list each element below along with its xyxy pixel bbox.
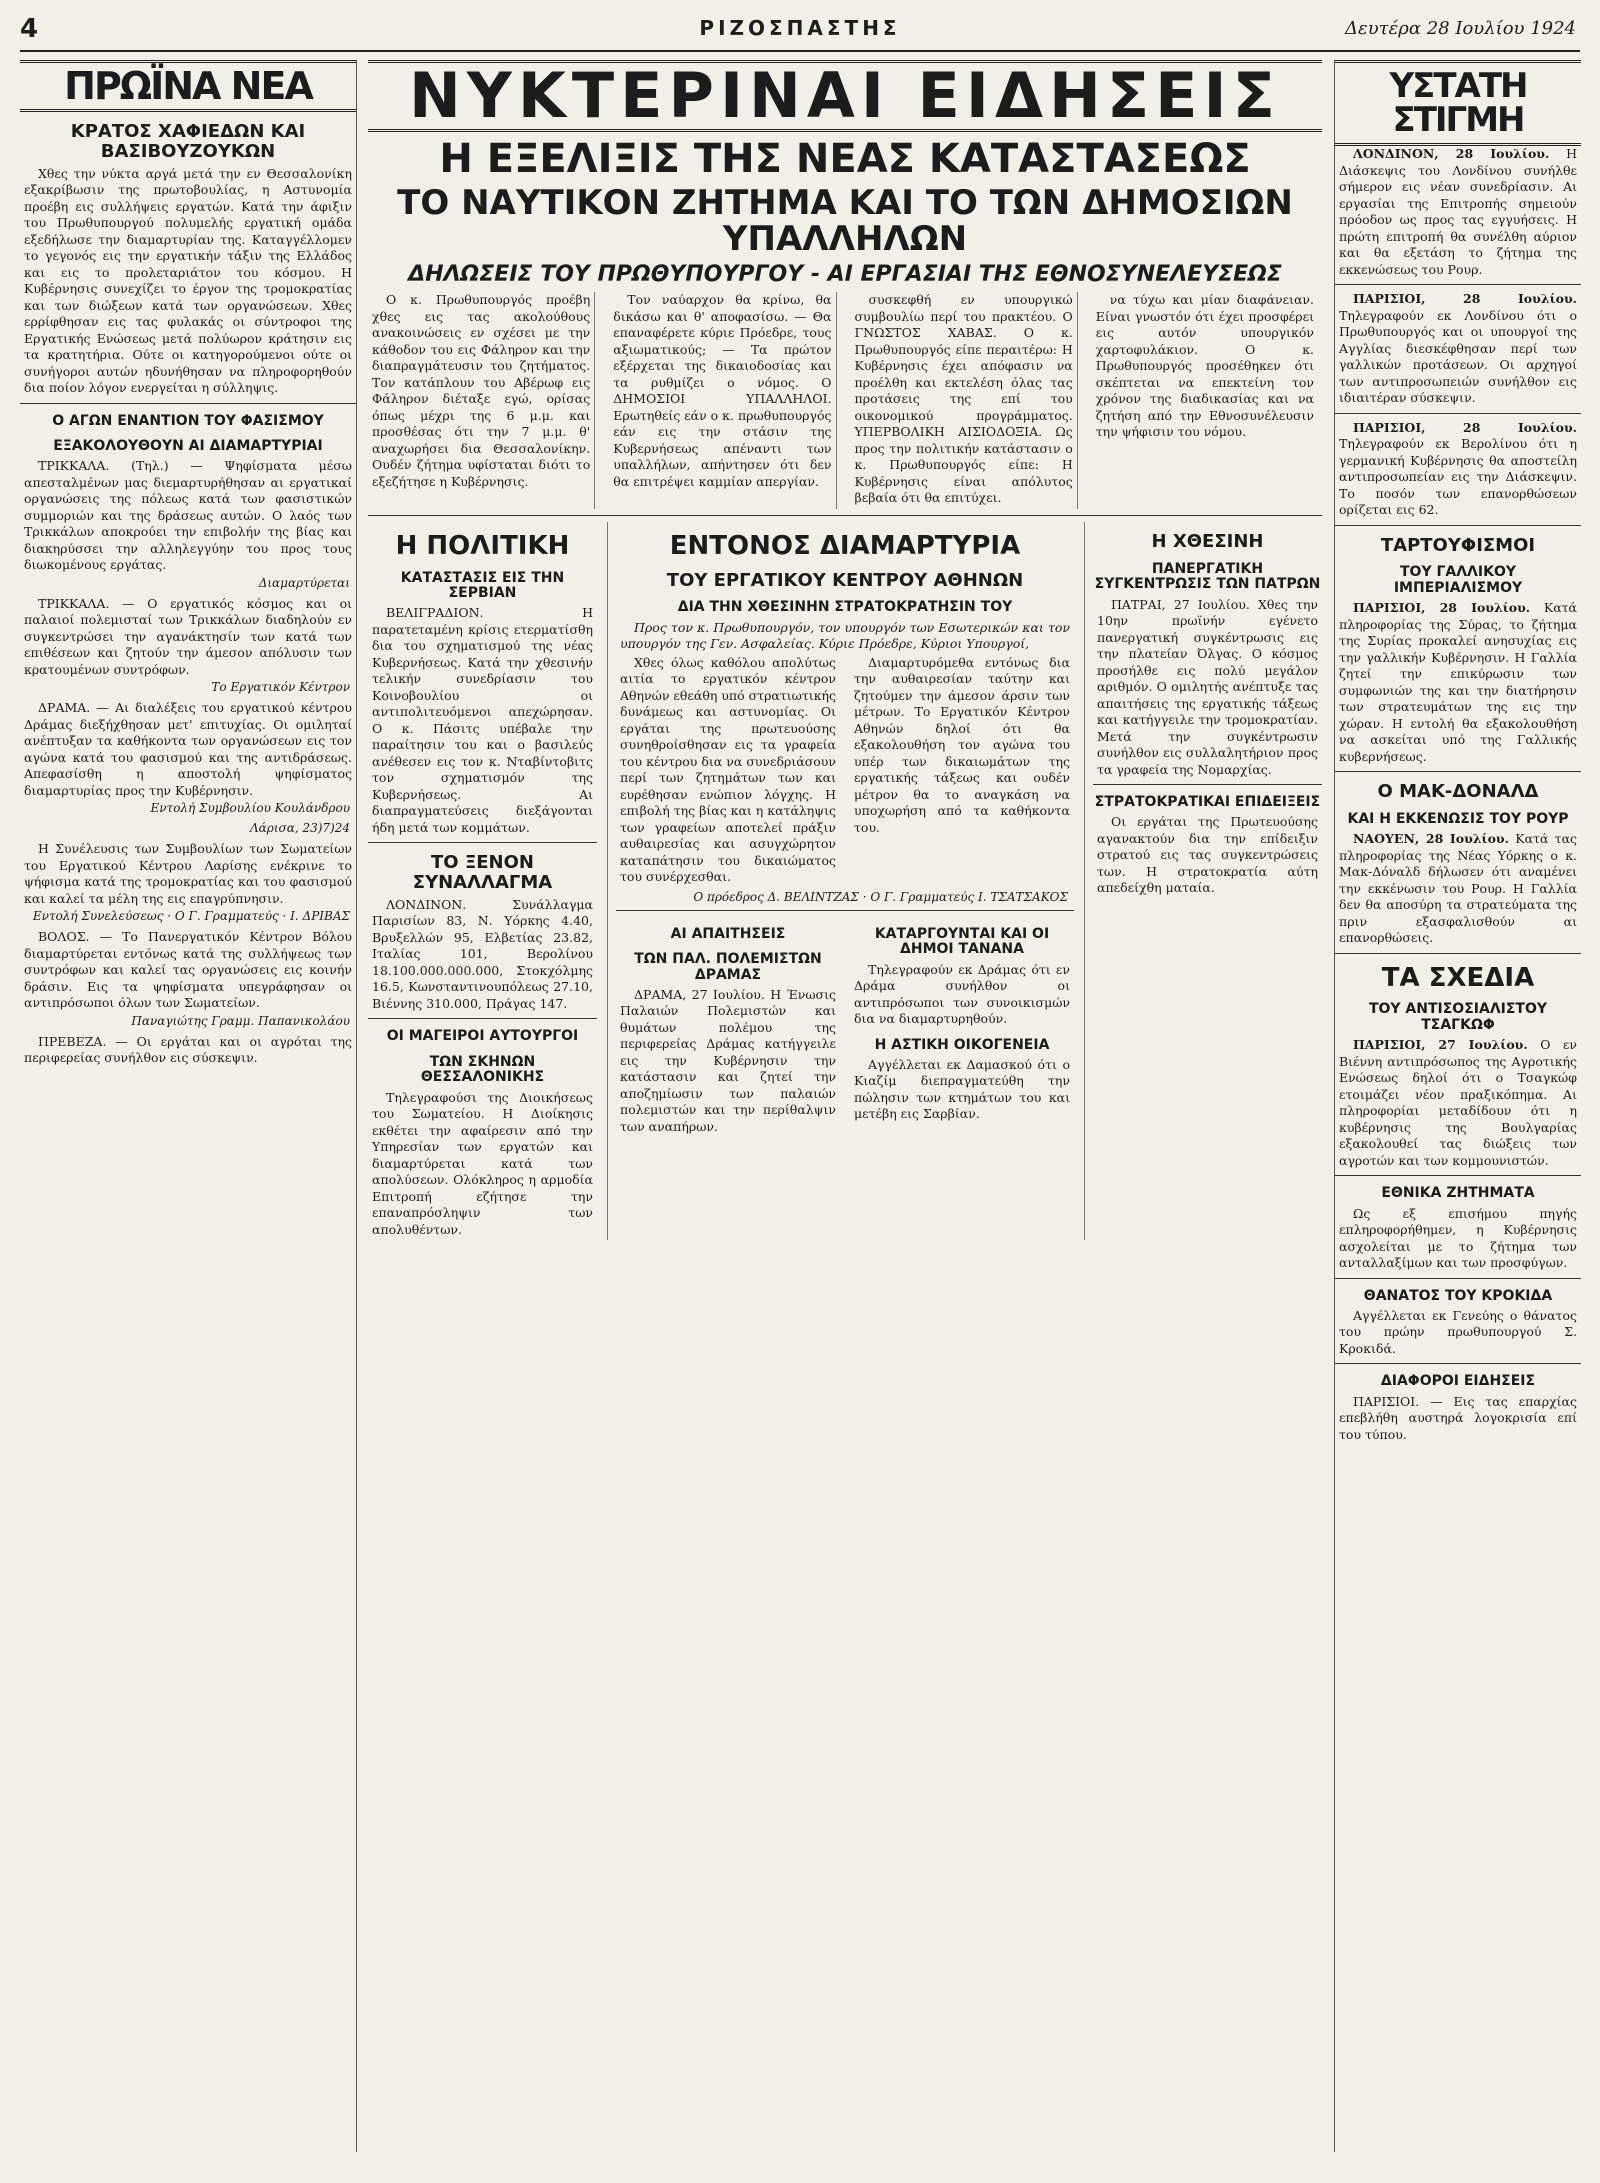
- article-text: Αγγέλλεται εκ Γενεύης ο θάνατος του πρώην πρωθυπουργού Σ. Κροκιδά.: [1339, 1307, 1577, 1356]
- article-heading: ΕΝΤΟΝΟΣ ΔΙΑΜΑΡΤΥΡΙΑ: [669, 530, 1021, 561]
- article-text: ΠΡΕΒΕΖΑ. — Οι εργάται και οι αγρόται της περιφερείας συνήλθον εις σύσκεψιν.: [24, 1033, 352, 1066]
- signature: Εντολή Συμβουλίου Κουλάνδρου: [150, 801, 350, 816]
- dateline: ΠΑΡΙΣΙΟΙ, 28 Ιουλίου.: [1353, 600, 1531, 616]
- article-text: Αγγέλλεται εκ Δαμασκού ότι ο Κιαζίμ διεπραγματεύθη την πώλησιν των κτημάτων του και μετέβη εις Σαρβίαν.: [854, 1056, 1070, 1122]
- article-text: Χθες όλως καθόλου απολύτως αιτία το εργατικόν κέντρον Αθηνών εθεάθη υπό στρατιωτικής δυνάμεως και αστυνομίας. Οι εργάται της πρωτευούσης συνηθροίσθησαν εις τα γραφεία του κέντρου δια να συνεδριάσουν περί των ζητημάτων των και ευρέθησαν ενώπιον λόγχης. Η επιβολή της βίας και η κατάληψις των γραφείων αποτελεί πράξιν αυθαιρεσίας και ασυγχώρητον καταπάτησιν του δικαιώματος του συνέρχεσθαι.: [620, 654, 836, 885]
- left-column: [20, 60, 357, 2152]
- article-text: ΠΑΡΙΣΙΟΙ, 28 Ιουλίου. Κατά πληροφορίας της Σύρας, το ζήτημα της Συρίας προκαλεί ανησυχίας εις την γαλλικήν Κυβέρνησιν. Η Γαλλία ζητεί την επικύρωσιν των συμφωνιών της και την διατήρησιν των στρατευμάτων της εις την χώραν. Η εντολή θα εξακολουθήση να ασκείται υπό της Γαλλικής κυβερνήσεως.: [1339, 600, 1577, 764]
- article-text: ΠΑΡΙΣΙΟΙ, 28 Ιουλίου. Τηλεγραφούν εκ Λονδίνου ότι ο Πρωθυπουργός και οι υπουργοί της Αγγλίας διεσκέφθησαν περί των γαλλικών προτάσεων. Οι αρχηγοί των αντιπροσωπειών συνήλθον εις ιδιαιτέραν σύσκεψιν.: [1339, 291, 1577, 405]
- article-heading: ΟΙ ΜΑΓΕΙΡΟΙ ΑΥΤΟΥΡΓΟΙ: [386, 1028, 579, 1045]
- article-text: να τύχω και μίαν διαφάνειαν. Είναι γνωστόν ότι έχει προσφέρει εις αυτόν υπουργικόν χαρτοφυλάκιον. Ο κ. Πρωθυπουργός προσέθηκεν ότι σκέπτεται να επεκτείνη τον χρόνον της διαδικασίας και να ζητήση από την Εθνοσυνέλευσιν την ψήφισιν του νόμου.: [1095, 292, 1314, 440]
- article-subheading: ΤΟΥ ΕΡΓΑΤΙΚΟΥ ΚΕΝΤΡΟΥ ΑΘΗΝΩΝ: [666, 569, 1024, 591]
- lead-story: [368, 292, 1322, 509]
- article-heading: ΤΑΡΤΟΥΦΙΣΜΟΙ: [1380, 534, 1536, 556]
- article-subheading: ΚΑΙ Η ΕΚΚΕΝΩΣΙΣ ΤΟΥ ΡΟΥΡ: [1347, 810, 1569, 827]
- article-text: Προς τον κ. Πρωθυπουργόν, τον υπουργόν των Εσωτερικών και τον υπουργόν της Γεν. Ασφαλείας. Κύριε Πρόεδρε, Κύριοι Υπουργοί,: [620, 619, 1070, 652]
- article-subheading: ΚΑΤΑΣΤΑΣΙΣ ΕΙΣ ΤΗΝ ΣΕΡΒΙΑΝ: [400, 569, 565, 601]
- article-heading: ΤΑ ΣΧΕΔΙΑ: [1381, 962, 1535, 993]
- article-heading: ΚΡΑΤΟΣ ΧΑΦΙΕΔΩΝ ΚΑΙ ΒΑΣΙΒΟΥΖΟΥΚΩΝ: [70, 121, 306, 162]
- newspaper-title: ΡΙΖΟΣΠΑΣΤΗΣ: [699, 16, 901, 40]
- article-text: ΠΑΤΡΑΙ, 27 Ιουλίου. Χθες την 10ην πρωϊνήν εγένετο πανεργατική συγκέντρωσις εις την πλατείαν Όλγας. Ο κόσμος προσήλθε εις πολύ μεγάλον αριθμόν. Ο ομιλητής ανέπτυξε τας απαιτήσεις της εργατικής τάξεως και κατήγγειλε την τρομοκρατίαν. Μετά την συγκέντρωσιν συνήλθον εις συλλαλητήριον προς τα γραφεία της Νομαρχίας.: [1097, 596, 1318, 777]
- main-deck: ΔΗΛΩΣΕΙΣ ΤΟΥ ΠΡΩΘΥΠΟΥΡΓΟΥ - ΑΙ ΕΡΓΑΣΙΑΙ ΤΗΣ ΕΘΝΟΣΥΝΕΛΕΥΣΕΩΣ: [408, 262, 1282, 288]
- masthead: [20, 12, 1580, 52]
- article-subheading: ΕΞΑΚΟΛΟΥΘΟΥΝ ΑΙ ΔΙΑΜΑΡΤΥΡΙΑΙ: [53, 437, 323, 454]
- article-subheading: ΤΟΥ ΑΝΤΙΣΟΣΙΑΛΙΣΤΟΥ ΤΣΑΓΚΩΦ: [1368, 1001, 1548, 1033]
- article-heading: ΚΑΤΑΡΓΟΥΝΤΑΙ ΚΑΙ ΟΙ ΔΗΜΟΙ ΤΑΝΑΝΑ: [874, 925, 1050, 958]
- article-text: ΠΑΡΙΣΙΟΙ, 28 Ιουλίου. Τηλεγραφούν εκ Βερολίνου ότι η γερμανική Κυβέρνησις θα αποστείλη αντιπροσωπείαν εις την Διάσκεψιν. Το ποσόν των επανορθώσεων ορίζεται εις 62.: [1339, 419, 1577, 517]
- left-banner: ΠΡΩΪΝΑ ΝΕΑ: [20, 60, 356, 112]
- main-subheadline: ΤΟ ΝΑΥΤΙΚΟΝ ΖΗΤΗΜΑ ΚΑΙ ΤΟ ΤΩΝ ΔΗΜΟΣΙΩΝ ΥΠΑΛΛΗΛΩΝ: [397, 183, 1293, 259]
- article-text: ΔΡΑΜΑ, 27 Ιουλίου. Η Ένωσις Παλαιών Πολεμιστών και θυμάτων πολέμου της περιφερείας Δράμας κατήγγειλε εις την Κυβέρνησιν την κατάστασιν και ζητεί την αποζημίωσιν των παλαιών πολεμιστών και την περίθαλψιν των αναπήρων.: [620, 986, 836, 1134]
- article-text: Οι εργάται της Πρωτευούσης αγανακτούν δια την επίδειξιν στρατού εις τας συγκεντρώσεις των. Η στρατοκρατία αύτη απεδείχθη ματαία.: [1097, 814, 1318, 896]
- article-text: ΒΕΛΙΓΡΑΔΙΟΝ. Η παρατεταμένη κρίσις ετερματίσθη δια του σχηματισμού της νέας Κυβερνήσεως. Κατά την χθεσινήν τελικήν συνεδρίασιν του Κοινοβουλίου οι αντιπολιτευόμενοι απεχώρησαν. Ο κ. Πάσιτς υπέβαλε την παραίτησιν του και ο βασιλεύς ανέθεσεν εις τον κ. Νταβίντοβιτς τον σχηματισμόν της Κυβερνήσεως. Αι διαπραγματεύσεις διεξάγονται ήδη μετά των κομμάτων.: [372, 605, 593, 835]
- signature: Παναγιώτης Γραμμ. Παπανικολάου: [131, 1013, 350, 1028]
- patras-block: [1084, 522, 1322, 1240]
- article-text: ΒΟΛΟΣ. — Το Πανεργατικόν Κέντρον Βόλου διαμαρτύρεται εντόνως κατά της συλλήψεως των συντρόφων και καλεί τας οργανώσεις εις κοινήν δράσιν. Εις τα ψηφίσματα υπεγράφησαν οι αντιπρόσωποι όλων των Σωματείων.: [24, 929, 352, 1011]
- article-text: Τον ναύαρχον θα κρίνω, θα δικάσω και θ' αποφασίσω. — Θα επαναφέρετε κύριε Πρόεδρε, τους αξιωματικούς; — Τα πρώτον εξέρχεται της δικαιοδοσίας και τα ρυθμίζει ο νόμος. Ο ΔΗΜΟΣΙΟΙ ΥΠΑΛΛΗΛΟΙ. Ερωτηθείς εάν ο κ. πρωθυπουργός εάν εις την στάσιν της Κυβερνήσεως απέναντι των υπαλλήλων, απήντησεν ότι δεν θα επιτρέψει καμμίαν απεργίαν.: [613, 292, 836, 509]
- article-text: ΠΑΡΙΣΙΟΙ. — Εις τας επαρχίας επεβλήθη αυστηρά λογοκρισία επί του τύπου.: [1339, 1393, 1577, 1442]
- middle-stories: [368, 522, 1322, 1240]
- article-text: ΔΡΑΜΑ. — Αι διαλέξεις του εργατικού κέντρου Δράμας διεξήχθησαν μετ' επιτυχίας. Οι ομιληταί ανέπτυξαν τα καθήκοντα των οργανώσεων εις τον αγώνα κατά του φασισμού και της αντιδράσεως. Απεφασίσθη η αποστολή ψηφίσματος διαμαρτυρίας προς την Κυβέρνησιν.: [24, 700, 352, 798]
- article-heading: Ο ΜΑΚ-ΔΟΝΑΛΔ: [1377, 781, 1539, 803]
- article-heading: ΑΙ ΑΠΑΙΤΗΣΕΙΣ: [670, 925, 786, 942]
- dateline: ΛΟΝΔΙΝΟΝ, 28 Ιουλίου.: [1353, 146, 1550, 161]
- article-subheading: ΔΙΑ ΤΗΝ ΧΘΕΣΙΝΗΝ ΣΤΡΑΤΟΚΡΑΤΗΣΙΝ ΤΟΥ: [677, 599, 1013, 616]
- article-heading: ΣΤΡΑΤΟΚΡΑΤΙΚΑΙ ΕΠΙΔΕΙΞΕΙΣ: [1094, 794, 1321, 811]
- article-heading: Η ΑΣΤΙΚΗ ΟΙΚΟΓΕΝΕΙΑ: [874, 1036, 1050, 1053]
- article-text: ΤΡΙΚΚΑΛΑ. (Τηλ.) — Ψηφίσματα μέσω απεσταλμένων μας διεμαρτυρήθησαν αι εργατικαί οργανώσεις της πόλεως κατά των φασιστικών συμμοριών και της δράσεως αυτών. Ο λαός των Τρικκάλων αποκρούει την επιβολήν της βίας και διακηρύσσει την αλληλεγγύην του προς τους διωκομένους εργάτας.: [24, 458, 352, 573]
- article-text: Ως εξ επισήμου πηγής επληροφορήθημεν, η Κυβέρνησις ασχολείται με το ζήτημα των ανταλλαξίμων και των προσφύγων.: [1339, 1205, 1577, 1271]
- dateline: ΠΑΡΙΣΙΟΙ, 28 Ιουλίου.: [1353, 291, 1577, 306]
- article-text: Ο κ. Πρωθυπουργός προέβη χθες εις τας ακολούθους ανακοινώσεις εν σχέσει με την κάθοδον του εις Φάληρον και την διαπραγμάτευσιν του ζητήματος. Τον κατάπλουν του Αβέρωφ εις Φάληρον διέταξε εγώ, ορίσας όπως μέχρι της 6 μ.μ. και προσθέσας ότι την 7 μ.μ. θ' αναχωρήσει δια Θεσσαλονίκην. Ουδέν ζήτημα υφίσταται διότι το εξεζήτησε η Κυβέρνησις.: [372, 292, 595, 509]
- dateline: ΠΑΡΙΣΙΟΙ, 27 Ιουλίου.: [1353, 1037, 1528, 1053]
- article-heading: ΘΑΝΑΤΟΣ ΤΟΥ ΚΡΟΚΙΔΑ: [1363, 1287, 1553, 1304]
- dateline: Λάρισα, 23)7)24: [250, 821, 350, 836]
- article-text: Η Συνέλευσις των Συμβουλίων των Σωματείων του Εργατικού Κέντρου Λαρίσης ενέκρινε το ψήφισμα κατά της τρομοκρατίας και του φασισμού και καλεί τα μέλη της εις επαγρύπνησιν.: [24, 841, 352, 906]
- signature: Διαμαρτύρεται: [258, 575, 350, 590]
- newspaper-page: [20, 12, 1580, 2152]
- worker-block: [850, 917, 1074, 1138]
- article-text: ΠΑΡΙΣΙΟΙ, 27 Ιουλίου. Ο εν Βιέννη αντιπρόσωπος της Αγροτικής Ενώσεως δηλοί ότι ο Τσαγκώφ ετοιμάζει νέον πραξικόπημα. Αι πληροφορίαι μεταδίδουν ότι η κυβέρνησις της Βουλγαρίας εξακολουθεί τας διώξεις των αγροτών και των κομμουνιστών.: [1339, 1037, 1577, 1168]
- article-heading: Ο ΑΓΩΝ ΕΝΑΝΤΙΟΝ ΤΟΥ ΦΑΣΙΣΜΟΥ: [52, 412, 324, 429]
- issue-date: Δευτέρα 28 Ιουλίου 1924: [1345, 18, 1576, 39]
- article-text: ΝΑΟΥΕΝ, 28 Ιουλίου. Κατά τας πληροφορίας της Νέας Υόρκης ο κ. Μακ-Δόναλδ δήλωσεν ότι αναμένει την εκκένωσιν του Ρουρ. Η Γαλλία δεν θα αποσύρη τα στρατεύματα της πριν εξασφαλισθούν αι επανορθώσεις.: [1339, 831, 1578, 946]
- signature: Εντολή Συνελεύσεως · Ο Γ. Γραμματεύς · Ι. ΔΡΙΒΑΣ: [32, 909, 350, 924]
- article-text: Διαμαρτυρόμεθα εντόνως δια την αυθαιρεσίαν ταύτην και ζητούμεν την άμεσον άρσιν των μέτρων. Το Εργατικόν Κέντρον Αθηνών δηλοί ότι θα εξακολουθήση τον αγώνα του υπέρ των δικαιωμάτων της εργατικής τάξεως και ουδέν μέτρον θα το αναγκάση να υποχωρήση από τα καθήκοντα του.: [854, 654, 1070, 835]
- article-subheading: ΤΩΝ ΠΑΛ. ΠΟΛΕΜΙΣΤΩΝ ΔΡΑΜΑΣ: [634, 951, 822, 983]
- right-column: [1334, 60, 1581, 2152]
- article-subheading: ΤΩΝ ΣΚΗΝΩΝ ΘΕΣΣΑΛΟΝΙΚΗΣ: [420, 1053, 545, 1086]
- article-text: Τηλεγραφούν εκ Δράμας ότι εν Δράμα συνήλθον οι αντιπρόσωποι των συνοικισμών δια να διαμαρτυρηθούν.: [854, 961, 1070, 1027]
- article-text: συσκεφθή εν υπουργικώ συμβουλίω περί του πρακτέου. Ο ΓΝΩΣΤΟΣ ΧΑΒΑΣ. Ο κ. Πρωθυπουργός είπε περαιτέρω: Η Κυβέρνησις έχει απόφασιν να προέλθη και εκτελέση όλας τας προτάσεις της επί του οικονομικού προγράμματος. ΥΠΕΡΒΟΛΙΚΗ ΑΙΣΙΟΔΟΞΙΑ. Ως προς την πολιτικήν κατάστασιν ο κ. Πρωθυπουργός είπε: Η Κυβέρνησις είναι απόλυτος βεβαία ότι θα επιτύχει.: [855, 292, 1078, 509]
- article-text: ΤΡΙΚΚΑΛΑ. — Ο εργατικός κόσμος και οι παλαιοί πολεμισταί των Τρικκάλων διαδηλούν εν συγκεντρώσει την αγανάκτησίν των κατά των επιθέσεων και ζητούν την άμεσον απόλυσιν των κρατουμένων συντρόφων.: [24, 595, 352, 677]
- protest-block: [607, 522, 1074, 1240]
- main-headline: Η ΕΞΕΛΙΞΙΣ ΤΗΣ ΝΕΑΣ ΚΑΤΑΣΤΑΣΕΩΣ: [439, 136, 1251, 182]
- page-columns: [20, 60, 1580, 2152]
- dateline: ΝΑΟΥΕΝ, 28 Ιουλίου.: [1353, 831, 1509, 847]
- signature: Ο πρόεδρος Δ. ΒΕΛΙΝΤΖΑΣ · Ο Γ. Γραμματεύς Ι. ΤΣΑΤΣΑΚΟΣ: [693, 889, 1068, 904]
- article-heading: ΕΘΝΙΚΑ ΖΗΤΗΜΑΤΑ: [1381, 1185, 1535, 1202]
- article-text: ΛΟΝΔΙΝΟΝ, 28 Ιουλίου. Η Διάσκεψις του Λονδίνου συνήλθε σήμερον εις νέαν συνεδρίασιν. Αι εργασίαι της Επιτροπής σημειούν πρόοδον ως προς τας εγγυήσεις. Η πρώτη επιτροπή θα συνέλθη αύριον και θα εξετάση το ζήτημα της εκκενώσεως του Ρουρ.: [1339, 146, 1577, 277]
- article-text: Χθες την νύκτα αργά μετά την εν Θεσσαλονίκη εξακρίβωσιν της πρωτοβουλίας, η Αστυνομία προέβη εις συλλήψεις εργατών. Κατά την άφιξιν του Πρωθυπουργού πολυμελής εργατική ομάδα εξεδήλωσε την διαμαρτυρίαν της. Καταγγέλλομεν το γεγονός εις την εργατικήν τάξιν της Ελλάδος και εις το προλεταριάτον του κόσμου. Η Κυβέρνησις συνεχίζει το έργον της τρομοκρατίας και των διώξεων κατά των οργανώσεων. Χθες ερρίφθησαν εις τας φυλακάς οι σύντροφοι της Εργατικής Ενώσεως μετά πολύωρον κράτησιν εις τα κρατητήρια. Ούτε οι κατηγορούμενοι ούτε οι συνήγοροι αυτών ηδυνήθησαν να πληροφορηθούν δια ποίον λόγον ενεργείται η σύλληψις.: [24, 165, 352, 396]
- article-heading: ΔΙΑΦΟΡΟΙ ΕΙΔΗΣΕΙΣ: [1380, 1373, 1536, 1390]
- claims-block: [616, 917, 840, 1138]
- politics-block: [368, 522, 597, 1240]
- article-subheading: ΤΟΥ ΓΑΛΛΙΚΟΥ ΙΜΠΕΡΙΑΛΙΣΜΟΥ: [1393, 564, 1523, 596]
- article-text: Τηλεγραφούσι της Διοικήσεως του Σωματείου. Η Διοίκησις εκθέτει την αφαίρεσιν από την Υπηρεσίαν των εργατών και διαμαρτύρεται κατά των απολύσεων. Ολόκληρος η αρμοδία Επιτροπή εζήτησε την επαναπρόσληψιν των απολυθέντων.: [372, 1089, 593, 1237]
- article-heading: Η ΧΘΕΣΙΝΗ: [1151, 530, 1264, 552]
- page-number: 4: [20, 14, 39, 44]
- right-banner: ΥΣΤΑΤΗ ΣΤΙΓΜΗ: [1335, 60, 1581, 146]
- article-heading: ΤΟ ΞΕΝΟΝ ΣΥΝΑΛΛΑΓΜΑ: [412, 852, 553, 894]
- article-heading: Η ΠΟΛΙΤΙΚΗ: [395, 530, 570, 561]
- signature: Το Εργατικόν Κέντρον: [211, 680, 350, 695]
- center-banner: ΝΥΚΤΕΡΙΝΑΙ ΕΙΔΗΣΕΙΣ: [368, 60, 1322, 132]
- center-column: [368, 60, 1322, 2152]
- dateline: ΠΑΡΙΣΙΟΙ, 28 Ιουλίου.: [1353, 419, 1577, 435]
- article-text: ΛΟΝΔΙΝΟΝ. Συνάλλαγμα Παρισίων 83, Ν. Υόρκης 4.40, Βρυξελλών 95, Ελβετίας 23.82, Ιταλίας 101, Βερολίνου 18.100.000.000.000, Στοκχόλμης 16.5, Κωνσταντινουπόλεως 27.10, Βιέννης 310.000, Πράγας 147.: [372, 896, 593, 1011]
- article-subheading: ΠΑΝΕΡΓΑΤΙΚΗ ΣΥΓΚΕΝΤΡΩΣΙΣ ΤΩΝ ΠΑΤΡΩΝ: [1094, 560, 1321, 593]
